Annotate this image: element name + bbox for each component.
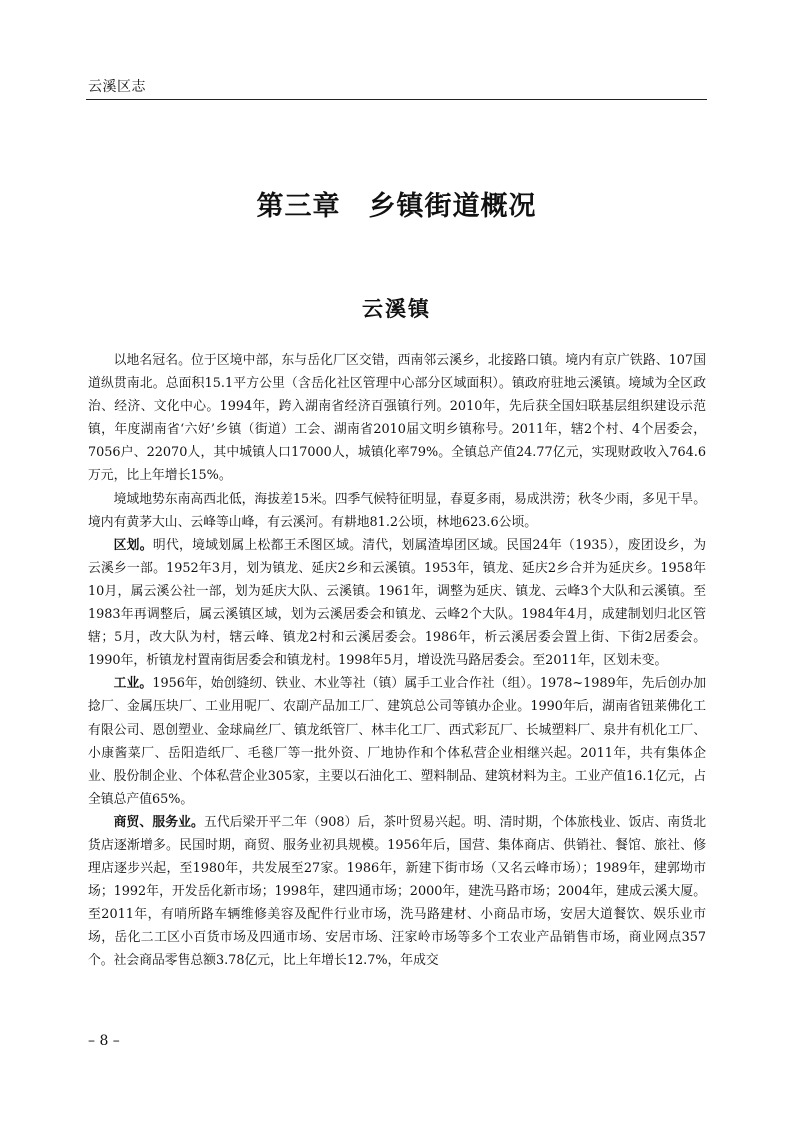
paragraph-text: 1956年，始创缝纫、铁业、木业等社（镇）属手工业合作社（组）。1978~1989年，先后创办加捻厂、金属压块厂、工业用呢厂、农副产品加工厂、建筑总公司等镇办企业。1990年后，湖南省钮莱佛化工有限公司、恩创塑业、金球扁丝厂、镇龙纸管厂、林丰化工厂、西式彩瓦厂、长城塑料厂、泉井有机化工厂、小康酱菜厂、岳阳造纸厂、毛毯厂等一批外资、厂地协作和个体私营企业相继兴起。2011年，共有集体企业、股份制企业、个体私营企业305家，主要以石油化工、塑料制品、建筑材料为主。工业产值16.1亿元，占全镇总产值65%。: [88, 676, 707, 807]
paragraph-lead: 商贸、服务业。: [113, 814, 204, 830]
chapter-title: 第三章 乡镇街道概况: [256, 191, 537, 222]
paragraph-lead: 区划。: [113, 537, 153, 553]
header-rule: [86, 99, 707, 100]
paragraph-overview: [88, 349, 706, 488]
paragraph-division: [88, 534, 706, 673]
body-text: [88, 349, 706, 973]
section-title: 云溪镇: [362, 297, 431, 321]
page-number: – 8 –: [88, 1033, 120, 1049]
paragraph-text: 五代后梁开平二年（908）后，茶叶贸易兴起。明、清时期，个体旅栈业、饭店、南货北货店逐渐增多。民国时期，商贸、服务业初具规模。1956年后，国营、集体商店、供销社、餐馆、旅社、修理店逐步兴起，至1980年，共发展至27家。1986年，新建下街市场（又名云峰市场）；1989年，建郭坳市场；1992年，开发岳化新市场；1998年，建四通市场；2000年，建洗马路市场；2004年，建成云溪大厦。至2011年，有哨所路车辆维修美容及配件行业市场，洗马路建材、小商品市场，安居大道餐饮、娱乐业市场，岳化二工区小百货市场及四通市场、安居市场、汪家岭市场等多个工农业产品销售市场，商业网点357个。社会商品零售总额3.78亿元，比上年增长12.7%，年成交: [88, 814, 706, 969]
paragraph-text: 以地名冠名。位于区境中部，东与岳化厂区交错，西南邻云溪乡，北接路口镇。境内有京广铁路、107国道纵贯南北。总面积15.1平方公里（含岳化社区管理中心部分区域面积）。镇政府驻地云溪镇。境域为全区政治、经济、文化中心。1994年，跨入湖南省经济百强镇行列。2010年，先后获全国妇联基层组织建设示范镇，年度湖南省‘六好’乡镇（街道）工会、湖南省2010届文明乡镇称号。2011年，辖2个村、4个居委会，7056户、22070人，其中城镇人口17000人，城镇化率79%。全镇总产值24.77亿元，实现财政收入764.6万元，比上年增长15%。: [88, 353, 706, 484]
paragraph-commerce: [88, 811, 706, 973]
paragraph-terrain: [88, 488, 706, 534]
paragraph-text: 境域地势东南高西北低，海拔差15米。四季气候特征明显，春夏多雨，易成洪涝；秋冬少雨，多见干旱。境内有黄茅大山、云峰等山峰，有云溪河。有耕地81.2公顷，林地623.6公顷。: [88, 491, 706, 530]
paragraph-industry: [88, 672, 706, 811]
paragraph-text: 明代，境域划属上松都王禾图区域。清代，划属渣埠团区域。民国24年（1935），废团设乡，为云溪乡一部。1952年3月，划为镇龙、延庆2乡和云溪镇。1953年，镇龙、延庆2乡合并为延庆乡。1958年10月，属云溪公社一部，划为延庆大队、云溪镇。1961年，调整为延庆、镇龙、云峰3个大队和云溪镇。至1983年再调整后，属云溪镇区域，划为云溪居委会和镇龙、云峰2个大队。1984年4月，成建制划归北区管辖；5月，改大队为村，辖云峰、镇龙2村和云溪居委会。1986年，析云溪居委会置上街、下街2居委会。1990年，析镇龙村置南街居委会和镇龙村。1998年5月，增设洗马路居委会。至2011年，区划未变。: [88, 537, 707, 669]
paragraph-lead: 工业。: [113, 676, 153, 692]
running-head-title: 云溪区志: [88, 79, 146, 95]
